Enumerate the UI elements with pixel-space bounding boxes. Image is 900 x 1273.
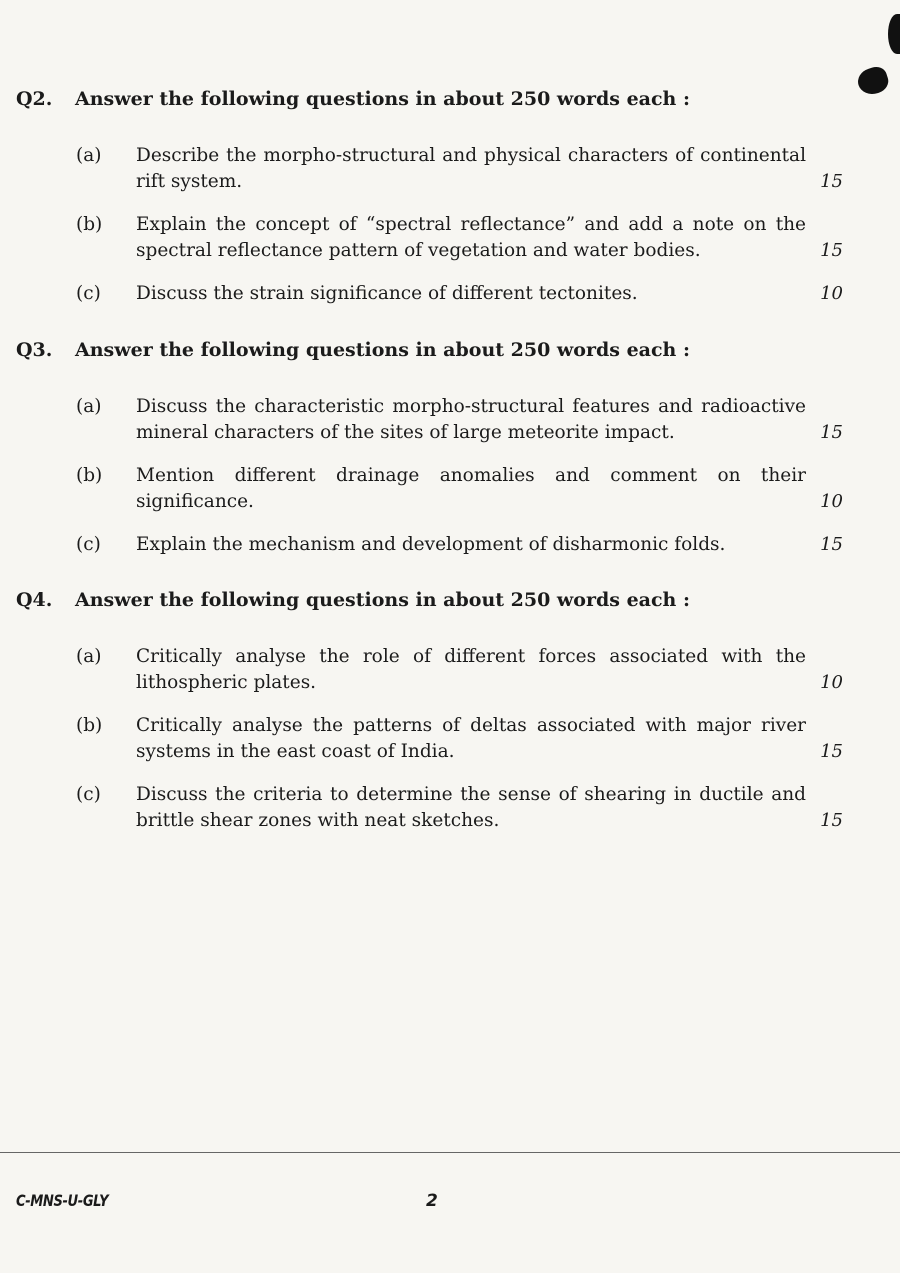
question-instruction: Answer the following questions in about 250 words each : bbox=[75, 589, 690, 611]
part-text: Discuss the characteristic morpho-structural features and radioactive mineral characters of the sites of large meteorite impact. bbox=[136, 396, 806, 443]
part-letter: (c) bbox=[76, 283, 101, 304]
question-number: Q3. bbox=[16, 339, 53, 361]
question-number: Q2. bbox=[16, 88, 53, 110]
part-marks: 15 bbox=[820, 534, 843, 555]
part-text: Critically analyse the role of different forces associated with the lithospheric plates. bbox=[136, 646, 806, 693]
part-marks: 15 bbox=[820, 240, 843, 261]
part-letter: (a) bbox=[76, 145, 102, 166]
part-letter: (b) bbox=[76, 465, 103, 486]
part-letter: (c) bbox=[76, 534, 101, 555]
question-heading bbox=[16, 589, 690, 611]
part-marks: 15 bbox=[820, 171, 843, 192]
page-number: 2 bbox=[426, 1191, 438, 1211]
footer-divider bbox=[0, 1152, 900, 1153]
part-letter: (b) bbox=[76, 214, 103, 235]
part-text: Explain the mechanism and development of disharmonic folds. bbox=[136, 534, 726, 555]
question-instruction: Answer the following questions in about 250 words each : bbox=[75, 339, 690, 361]
part-text: Discuss the strain significance of different tectonites. bbox=[136, 283, 638, 304]
part-text: Explain the concept of “spectral reflectance” and add a note on the spectral reflectance pattern of vegetation and water bodies. bbox=[136, 214, 806, 261]
part-marks: 15 bbox=[820, 741, 843, 762]
part-text: Discuss the criteria to determine the sense of shearing in ductile and brittle shear zones with neat sketches. bbox=[136, 784, 806, 831]
part-marks: 15 bbox=[820, 422, 843, 443]
part-marks: 10 bbox=[820, 491, 843, 512]
question-heading bbox=[16, 339, 690, 361]
part-letter: (c) bbox=[76, 784, 101, 805]
question-heading bbox=[16, 88, 690, 110]
part-text: Describe the morpho-structural and physical characters of continental rift system. bbox=[136, 145, 806, 192]
part-marks: 10 bbox=[820, 283, 843, 304]
ink-blot bbox=[855, 64, 892, 98]
paper-code: C-MNS-U-GLY bbox=[16, 1191, 109, 1210]
part-letter: (a) bbox=[76, 396, 102, 417]
part-marks: 10 bbox=[820, 672, 843, 693]
part-text: Mention different drainage anomalies and comment on their significance. bbox=[136, 465, 806, 512]
part-marks: 15 bbox=[820, 810, 843, 831]
question-instruction: Answer the following questions in about 250 words each : bbox=[75, 88, 690, 110]
ink-mark bbox=[888, 14, 900, 54]
part-letter: (a) bbox=[76, 646, 102, 667]
part-text: Critically analyse the patterns of deltas associated with major river systems in the east coast of India. bbox=[136, 715, 806, 762]
question-number: Q4. bbox=[16, 589, 53, 611]
part-letter: (b) bbox=[76, 715, 103, 736]
